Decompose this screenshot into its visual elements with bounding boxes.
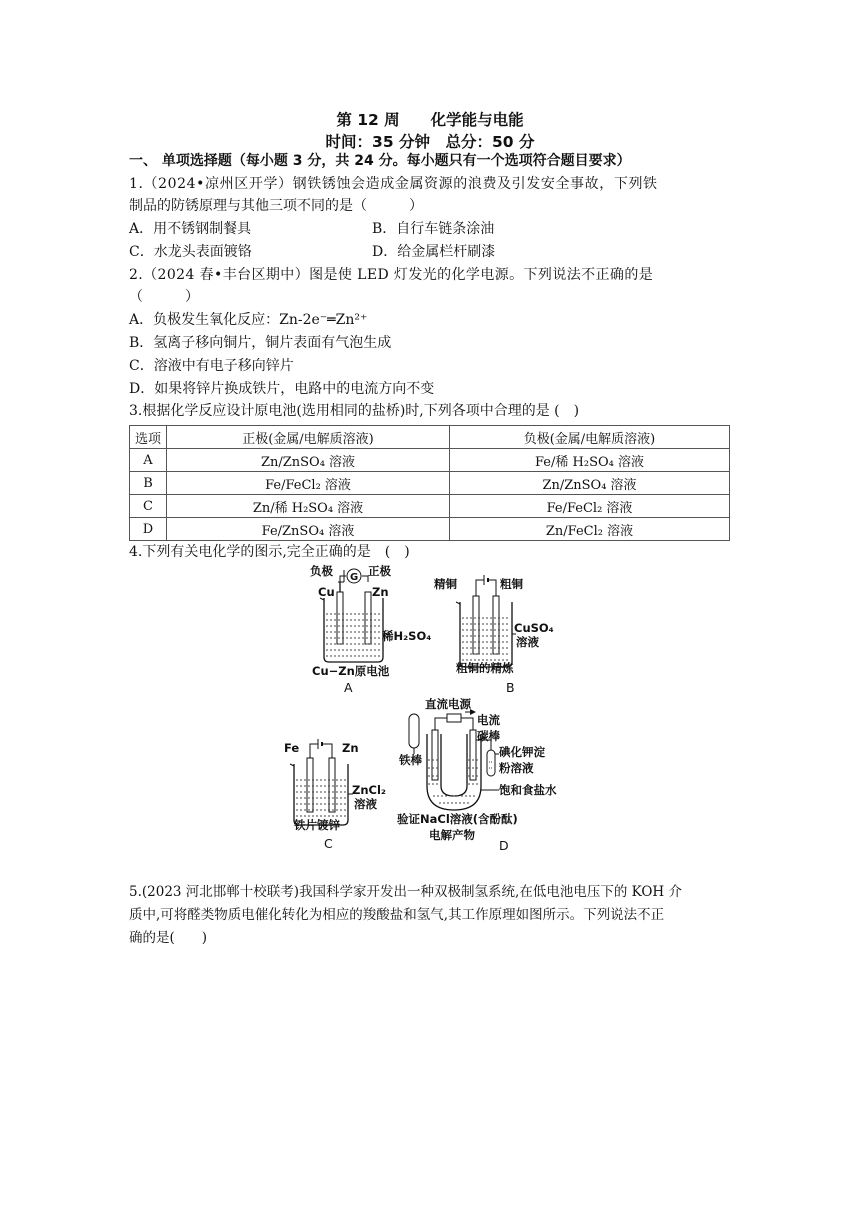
table-cell: Zn/稀 H₂SO₄ 溶液	[167, 495, 450, 518]
q2-stem-line1: 2.（2024 春•丰台区期中）图是使 LED 灯发光的化学电源。下列说法不正确的是	[129, 267, 654, 283]
q1-option-c: C．水龙头表面镀铬	[129, 244, 252, 260]
figa-letter: A	[344, 680, 353, 695]
table-cell: Fe/FeCl₂ 溶液	[450, 495, 730, 518]
table-row	[130, 472, 730, 495]
figd-letter: D	[499, 838, 509, 853]
figb-right-label: 粗铜	[500, 577, 523, 591]
figb-left-label: 精铜	[434, 577, 457, 591]
figc-letter: C	[324, 836, 333, 851]
figa-g-label: G	[350, 572, 359, 583]
table-cell: Zn/ZnSO₄ 溶液	[450, 472, 730, 495]
section-heading: 一、 单项选择题（每小题 3 分，共 24 分。每小题只有一个选项符合题目要求）	[129, 153, 631, 169]
q1-option-b: B．自行车链条涂油	[372, 221, 495, 237]
q1-stem-line2: 制品的防锈原理与其他三项不同的是（ ）	[129, 198, 423, 214]
q5-stem-line1: 5.(2023 河北邯郸十校联考)我国科学家开发出一种双极制氢系统,在低电池电压下的 KOH 介	[129, 884, 682, 900]
table-cell: C	[130, 495, 167, 518]
figd-current-label: 电流	[477, 713, 500, 727]
table-row	[130, 495, 730, 518]
table-cell: Zn/ZnSO₄ 溶液	[167, 449, 450, 472]
figure-d-electrolysis	[395, 690, 585, 852]
table-row	[130, 449, 730, 472]
figd-brine-label: 饱和食盐水	[499, 783, 557, 797]
table-header: 选项	[130, 426, 167, 449]
q2-option-a: A．负极发生氧化反应：Zn-2e⁻═Zn²⁺	[129, 312, 368, 328]
q5-stem-line2: 质中,可将醛类物质电催化转化为相应的羧酸盐和氢气,其工作原理如图所示。下列说法不正	[129, 907, 665, 923]
table-header: 负极(金属/电解质溶液)	[450, 426, 730, 449]
figa-caption: Cu−Zn原电池	[312, 663, 390, 678]
figb-solution-label-2: 溶液	[516, 635, 539, 649]
figa-cu-label: Cu	[318, 585, 335, 599]
page-title: 第 12 周 化学能与电能	[336, 111, 524, 129]
q2-stem-line2: （ ）	[129, 289, 199, 305]
q1-option-d: D．给金属栏杆刷漆	[372, 244, 496, 260]
q2-option-d: D．如果将锌片换成铁片，电路中的电流方向不变	[129, 381, 435, 397]
table-cell: A	[130, 449, 167, 472]
table-cell: Zn/FeCl₂ 溶液	[450, 518, 730, 541]
q1-stem-line1: 1.（2024•凉州区开学）钢铁锈蚀会造成金属资源的浪费及引发安全事故，下列铁	[129, 176, 658, 192]
figc-caption: 铁片镀锌	[294, 817, 340, 832]
figa-zn-label: Zn	[372, 585, 389, 599]
figb-caption: 粗铜的精炼	[456, 660, 514, 675]
table-cell: D	[130, 518, 167, 541]
figc-zn-label: Zn	[342, 741, 359, 755]
q2-option-c: C．溶液中有电子移向锌片	[129, 358, 294, 374]
figb-solution	[462, 618, 510, 660]
table-cell: Fe/FeCl₂ 溶液	[167, 472, 450, 495]
figa-solution-label: 稀H₂SO₄	[382, 629, 432, 643]
table-cell: Fe/稀 H₂SO₄ 溶液	[450, 449, 730, 472]
q2-option-b: B．氢离子移向铜片，铜片表面有气泡生成	[129, 335, 392, 351]
figb-solution-label-1: CuSO₄	[514, 621, 554, 635]
figd-ki-label-1: 碘化钾淀	[499, 745, 545, 759]
q1-option-a: A．用不锈钢制餐具	[129, 221, 252, 237]
figc-solution-label-2: 溶液	[354, 797, 377, 811]
table-row	[130, 518, 730, 541]
figc-solution-label-1: ZnCl₂	[352, 783, 386, 797]
figd-carbon-label: 碳棒	[477, 729, 500, 743]
table-cell: Fe/ZnSO₄ 溶液	[167, 518, 450, 541]
figure-b-copper-refining	[432, 570, 562, 696]
q5-stem-line3: 确的是( )	[129, 930, 208, 946]
figure-c-galvanizing	[280, 730, 400, 852]
figd-power-label: 直流电源	[425, 697, 471, 711]
figd-ki-label-2: 粉溶液	[499, 761, 534, 775]
figa-positive-label: 正极	[368, 564, 391, 578]
table-header-row	[130, 426, 730, 449]
figure-a-galvanic-cell	[302, 562, 432, 695]
q4-stem: 4.下列有关电化学的图示,完全正确的是 ( )	[129, 544, 410, 560]
table-header: 正极(金属/电解质溶液)	[167, 426, 450, 449]
figa-solution	[326, 614, 381, 656]
q3-options-table	[129, 425, 730, 541]
table-cell: B	[130, 472, 167, 495]
figa-negative-label: 负极	[310, 564, 333, 578]
figd-caption-1: 验证NaCl溶液(含酚酞)	[397, 811, 518, 826]
page-subtitle: 时间：35 分钟 总分：50 分	[325, 133, 535, 151]
figc-solution	[296, 780, 346, 816]
figd-iron-label: 铁棒	[399, 753, 422, 767]
q3-stem: 3.根据化学反应设计原电池(选用相同的盐桥)时,下列各项中合理的是 ( )	[129, 403, 580, 419]
figc-fe-label: Fe	[284, 741, 300, 755]
figb-letter: B	[506, 680, 515, 695]
figd-caption-2: 电解产物	[429, 827, 475, 842]
